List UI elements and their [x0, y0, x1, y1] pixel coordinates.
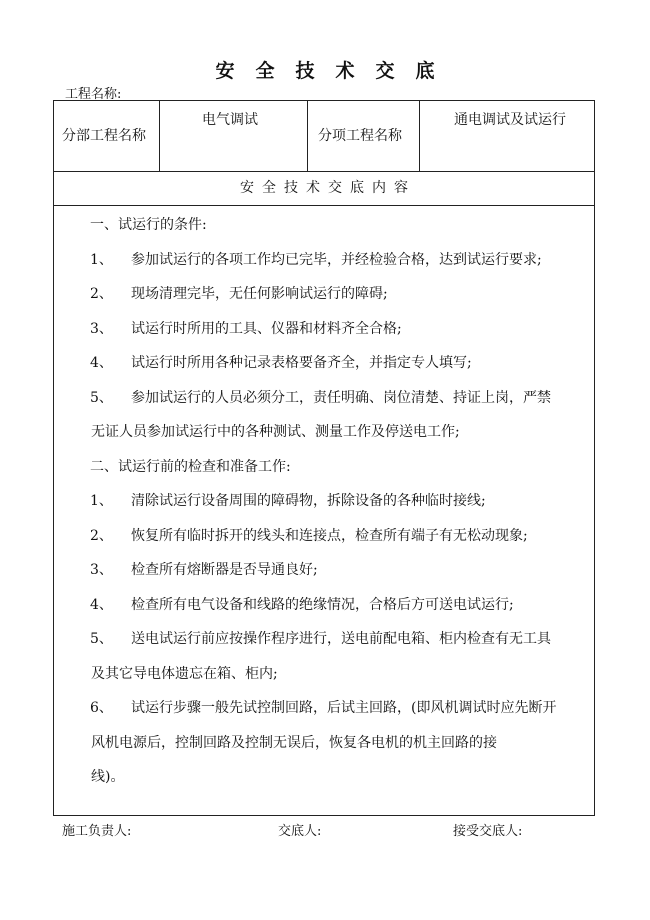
item-text-line: 无证人员参加试运行中的各种测试、测量工作及停送电工作;: [91, 424, 460, 440]
item-number: 5、: [90, 631, 113, 647]
disclosure-table: [53, 100, 595, 816]
branch-project-label: 分部工程名称: [54, 101, 160, 171]
item-number: 4、: [90, 355, 113, 371]
content-heading: 安全技术交底内容: [54, 171, 594, 206]
item-number: 5、: [90, 389, 113, 406]
item-text-line: 试运行时所用的工具、仪器和材料齐全合格;: [131, 320, 402, 337]
project-name-label: 工程名称:: [65, 87, 122, 102]
item-text-line: 试运行时所用各种记录表格要备齐全，并指定专人填写;: [131, 355, 472, 371]
section-heading: 一、试运行的条件:: [90, 217, 207, 233]
item-number: 4、: [90, 596, 113, 613]
item-number: 2、: [90, 286, 113, 302]
foreman-signature-label: 施工负责人:: [62, 824, 132, 839]
item-text-line: 风机电源后，控制回路及控制无误后，恢复各电机的机主回路的接: [91, 734, 497, 751]
discloser-signature-label: 交底人:: [278, 824, 322, 839]
item-number: 6、: [90, 700, 113, 716]
sub-item-project-value: 通电调试及试运行: [454, 112, 566, 128]
item-text-line: 参加试运行的人员必须分工，责任明确、岗位清楚、持证上岗，严禁: [131, 389, 551, 406]
item-text-line: 参加试运行的各项工作均已完毕，并经检验合格，达到试运行要求;: [131, 251, 542, 268]
branch-project-value: 电气调试: [160, 101, 308, 171]
item-text-line: 恢复所有临时拆开的线头和连接点，检查所有端子有无松动现象;: [131, 527, 528, 544]
item-text-line: 线)。: [91, 769, 125, 785]
sub-item-project-label: 分项工程名称: [308, 101, 420, 171]
item-number: 3、: [90, 562, 113, 578]
item-text-line: 检查所有熔断器是否导通良好;: [131, 562, 318, 578]
item-text-line: 试运行步骤一般先试控制回路，后试主回路，(即风机调试时应先断开: [131, 700, 557, 716]
item-number: 1、: [90, 493, 113, 509]
item-number: 3、: [90, 320, 113, 337]
item-text-line: 清除试运行设备周围的障碍物，拆除设备的各种临时接线;: [131, 493, 486, 509]
item-number: 2、: [90, 527, 113, 544]
item-text-line: 及其它导电体遗忘在箱、柜内;: [91, 665, 278, 682]
item-text-line: 现场清理完毕，无任何影响试运行的障碍;: [131, 286, 388, 302]
document-title: 安全技术交底: [215, 60, 456, 82]
item-text-line: 送电试运行前应按操作程序进行，送电前配电箱、柜内检查有无工具: [131, 631, 551, 647]
receiver-signature-label: 接受交底人:: [453, 824, 523, 839]
section-heading: 二、试运行前的检查和准备工作:: [90, 458, 291, 475]
item-number: 1、: [90, 251, 113, 268]
header-row: [54, 101, 594, 172]
item-text-line: 检查所有电气设备和线路的绝缘情况，合格后方可送电试运行;: [131, 596, 514, 613]
